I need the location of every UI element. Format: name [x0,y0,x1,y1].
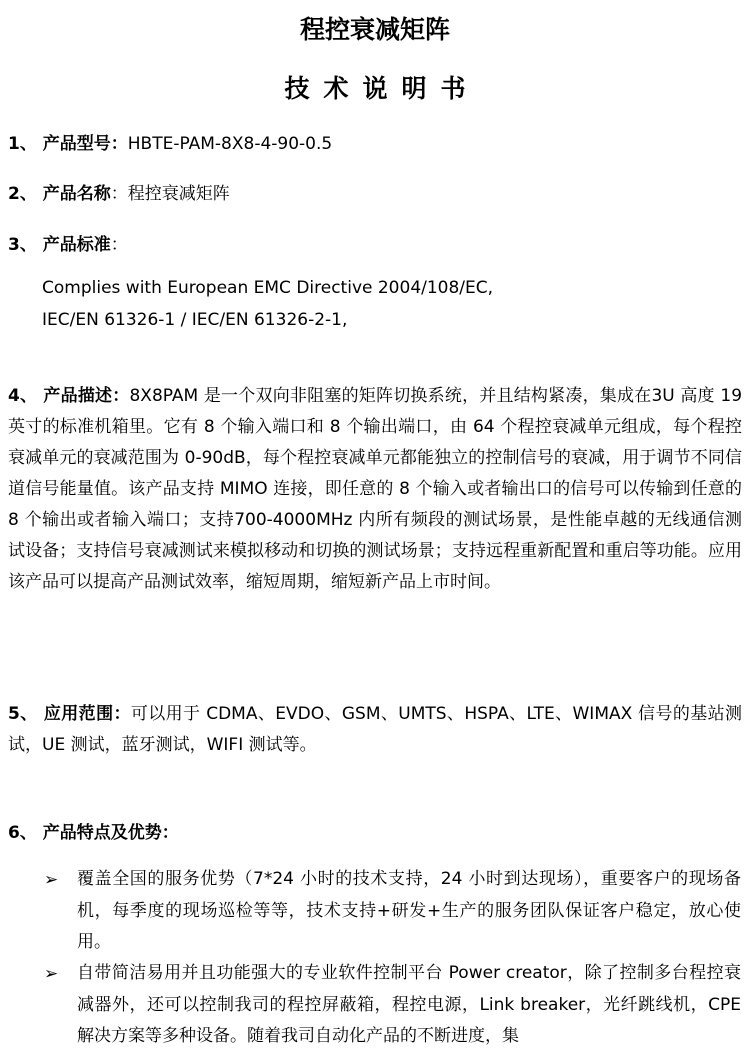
bullet-arrow-icon: ➢ [44,870,59,890]
standard-line-1: Complies with European EMC Directive 2004/108/EC, [42,278,494,298]
section-product-standard [8,233,128,257]
section-label: 5、 应用范围： [8,704,131,724]
feature-item: 覆盖全国的服务优势（7*24 小时的技术支持，24 小时到达现场），重要客户的现场备机，每季度的现场巡检等等，技术支持+研发+生产的服务团队保证客户稳定，放心使用。 [77,869,741,952]
section-product-description [8,381,742,598]
feature-item: 自带简洁易用并且功能强大的专业软件控制平台 Power creator，除了控制多台程控衰减器外，还可以控制我司的程控屏蔽箱，程控电源，Link breaker，光纤跳线机，CPE 解决方案等多种设备。随着我司自动化产品的不断进度，集 [77,963,741,1046]
section-label: 2、 产品名称 [8,184,111,204]
section-label: 1、 产品型号： [8,134,128,154]
section-label: 3、 产品标准 [8,235,111,255]
document-subtitle: 技术说明书 [284,74,480,103]
description-text: 8X8PAM 是一个双向非阻塞的矩阵切换系统，并且结构紧凑，集成在3U 高度 19 英寸的标准机箱里。它有 8 个输入端口和 8 个输出端口，由 64 个程控衰减单元组成，每个程控衰减单元的衰减范围为 0-90dB，每个程控衰减单元都能独立的控制信号的衰减，用于调节不同信道信号能量值。该产品支持 MIMO 连接，即任意的 8 个输入或者输出口的信号可以传输到任意的 8 个输出或者输入端口；支持700-4000MHz 内所有频段的测试场景，是性能卓越的无线通信测试设备；支持信号衰减测试来模拟移动和切换的测试场景；支持远程重新配置和重启等功能。应用该产品可以提高产品测试效率，缩短周期，缩短新产品上市时间。 [8,386,743,592]
product-model-value: HBTE-PAM-8X8-4-90-0.5 [127,134,333,154]
section-label: 6、 产品特点及优势： [8,823,179,843]
section-product-model [8,132,332,156]
standard-line-2: IEC/EN 61326-1 / IEC/EN 61326-2-1, [42,310,348,330]
application-text: 可以用于 CDMA、EVDO、GSM、UMTS、HSPA、LTE、WIMAX 信号的基站测试，UE 测试，蓝牙测试，WIFI 测试等。 [8,704,742,755]
section-colon: ： [110,235,128,255]
section-features [8,821,179,845]
section-application-scope [8,699,742,761]
document-title: 程控衰减矩阵 [299,15,450,44]
section-label: 4、 产品描述： [8,386,130,406]
bullet-arrow-icon: ➢ [44,964,59,984]
product-name-value: ：程控衰减矩阵 [110,184,230,204]
section-product-name [8,182,230,206]
